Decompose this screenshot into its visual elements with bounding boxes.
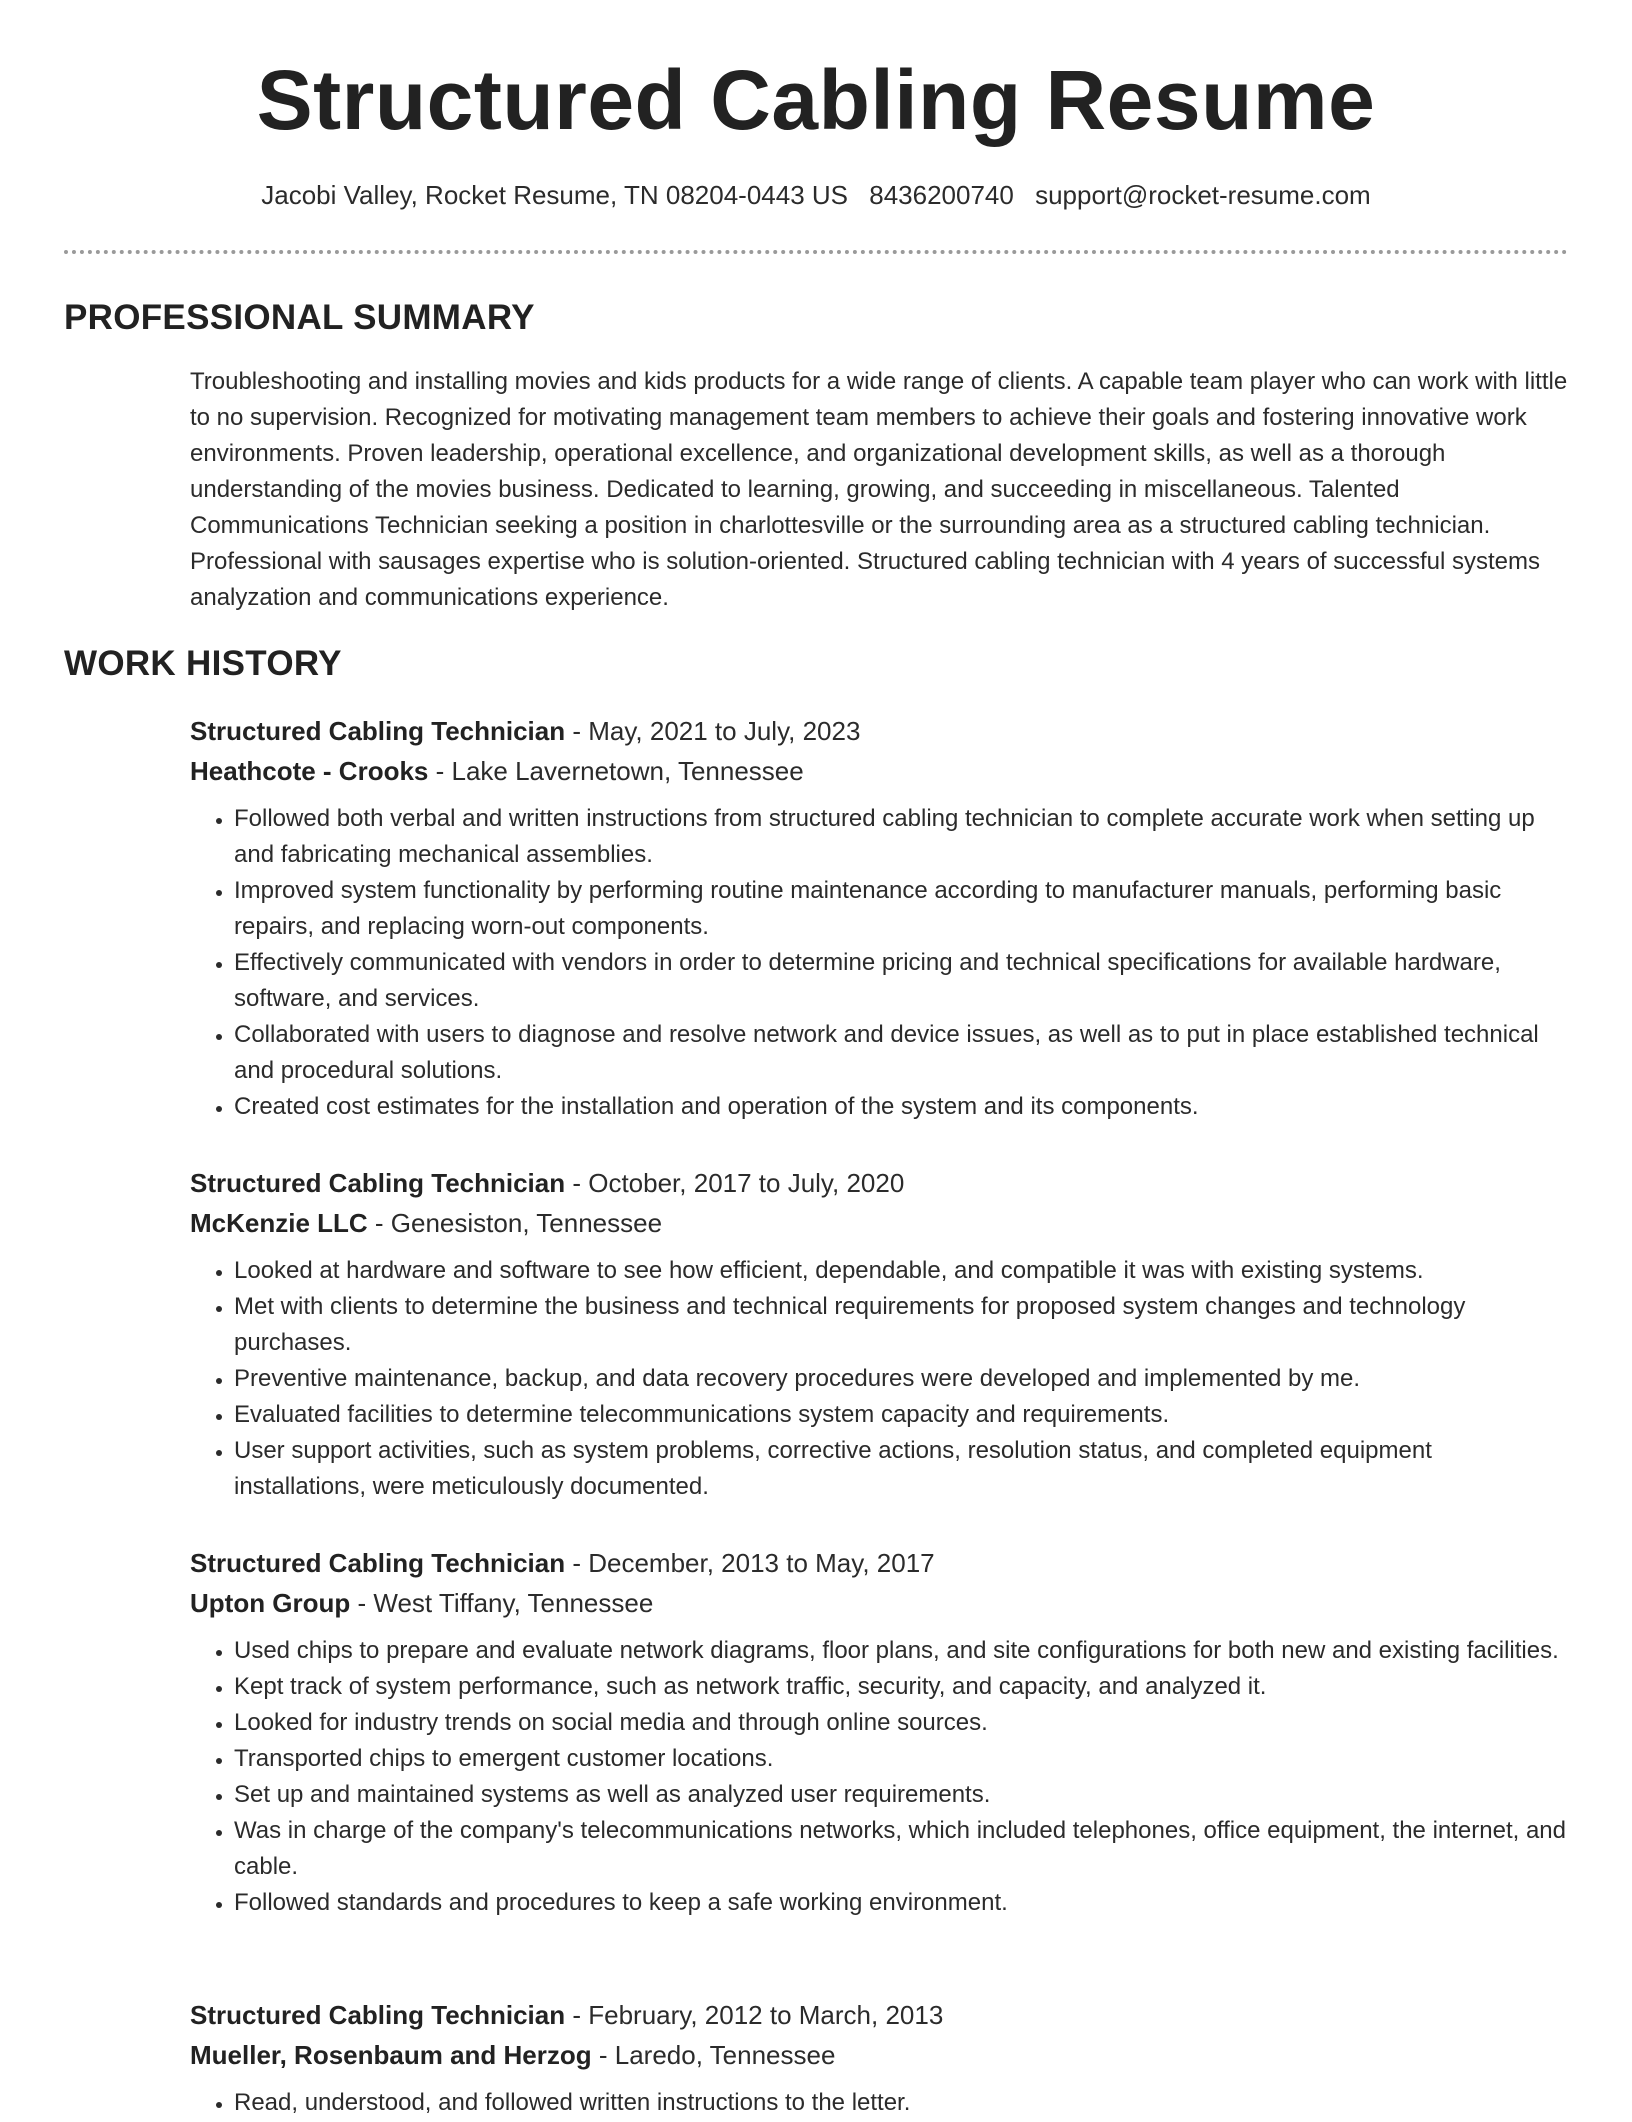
job-bullet: • Looked at hardware and software to see how efficient, dependable, and compatible it was with existing systems. bbox=[234, 1253, 1570, 1289]
job-company-line bbox=[190, 1203, 1570, 1243]
job-role: Structured Cabling Technician bbox=[190, 716, 566, 746]
job-bullet: • Transported chips to emergent customer locations. bbox=[234, 1741, 1570, 1777]
job-company-line bbox=[190, 751, 1570, 791]
summary-text: Troubleshooting and installing movies and kids products for a wide range of clients. A capable team player who can work with little to no supervision. Recognized for motivating management team members to achieve their goals and fostering innovative work environments. Proven leadership, operational excellence, and organizational development skills, as well as a thorough understanding of the movies business. Dedicated to learning, growing, and succeeding in miscellaneous. Talented Communications Technician seeking a position in charlottesville or the surrounding area as a structured cabling technician. Professional with sausages expertise who is solution-oriented. Structured cabling technician with 4 years of successful systems analyzation and communications experience. bbox=[190, 368, 1568, 611]
job-bullet: • Followed standards and procedures to keep a safe working environment. bbox=[234, 1885, 1570, 1921]
header-divider bbox=[64, 250, 1568, 254]
job-dates: - February, 2012 to March, 2013 bbox=[565, 2000, 944, 2030]
job-bullets bbox=[190, 1253, 1570, 1505]
job-role: Structured Cabling Technician bbox=[190, 2000, 566, 2030]
job-title-line bbox=[190, 1995, 1570, 2035]
job-bullet: • Preventive maintenance, backup, and data recovery procedures were developed and implemented by me. bbox=[234, 1361, 1570, 1397]
job-bullet: • Collaborated with users to diagnose and resolve network and device issues, as well as to put in place established technical and procedural solutions. bbox=[234, 1017, 1570, 1089]
contact-line bbox=[0, 180, 1632, 211]
work-history-heading: WORK HISTORY bbox=[64, 644, 342, 683]
contact-email: support@rocket-resume.com bbox=[1035, 180, 1371, 210]
resume-title: Structured Cabling Resume bbox=[256, 53, 1376, 147]
job-bullets bbox=[190, 801, 1570, 1125]
job-company: McKenzie LLC bbox=[190, 1208, 368, 1238]
job-location: - Laredo, Tennessee bbox=[591, 2040, 836, 2070]
job-entry bbox=[190, 1163, 1570, 1505]
job-bullet: • Looked for industry trends on social media and through online sources. bbox=[234, 1705, 1570, 1741]
job-location: - West Tiffany, Tennessee bbox=[350, 1588, 654, 1618]
job-bullet: • Met with clients to determine the business and technical requirements for proposed system changes and technology purchases. bbox=[234, 1289, 1570, 1361]
contact-address: Jacobi Valley, Rocket Resume, TN 08204-0443 US bbox=[261, 180, 849, 210]
contact-phone: 8436200740 bbox=[869, 180, 1014, 210]
summary-heading: PROFESSIONAL SUMMARY bbox=[64, 298, 535, 337]
job-bullet: • Evaluated facilities to determine telecommunications system capacity and requirements. bbox=[234, 1397, 1570, 1433]
job-company-line bbox=[190, 2035, 1570, 2075]
job-entry bbox=[190, 1995, 1570, 2121]
job-bullet: • Used chips to prepare and evaluate network diagrams, floor plans, and site configurations for both new and existing facilities. bbox=[234, 1633, 1570, 1669]
job-location: - Lake Lavernetown, Tennessee bbox=[428, 756, 804, 786]
job-role: Structured Cabling Technician bbox=[190, 1548, 566, 1578]
job-bullet: • Effectively communicated with vendors in order to determine pricing and technical specifications for available hardware, software, and services. bbox=[234, 945, 1570, 1017]
job-bullet: • Was in charge of the company's telecommunications networks, which included telephones, office equipment, the internet, and cable. bbox=[234, 1813, 1570, 1885]
job-role: Structured Cabling Technician bbox=[190, 1168, 566, 1198]
job-bullet: • Improved system functionality by performing routine maintenance according to manufacturer manuals, performing basic repairs, and replacing worn-out components. bbox=[234, 873, 1570, 945]
job-dates: - May, 2021 to July, 2023 bbox=[565, 716, 861, 746]
job-bullet: • Read, understood, and followed written instructions to the letter. bbox=[234, 2085, 1570, 2121]
job-title-line bbox=[190, 1163, 1570, 1203]
job-company: Upton Group bbox=[190, 1588, 351, 1618]
job-bullets bbox=[190, 2085, 1570, 2121]
job-bullet: • User support activities, such as system problems, corrective actions, resolution status, and completed equipment installations, were meticulously documented. bbox=[234, 1433, 1570, 1505]
job-dates: - October, 2017 to July, 2020 bbox=[565, 1168, 905, 1198]
job-entry bbox=[190, 711, 1570, 1125]
job-dates: - December, 2013 to May, 2017 bbox=[565, 1548, 935, 1578]
job-bullet: • Set up and maintained systems as well as analyzed user requirements. bbox=[234, 1777, 1570, 1813]
job-location: - Genesiston, Tennessee bbox=[367, 1208, 663, 1238]
job-company: Heathcote - Crooks bbox=[190, 756, 429, 786]
job-bullet: • Created cost estimates for the installation and operation of the system and its components. bbox=[234, 1089, 1570, 1125]
job-company-line bbox=[190, 1583, 1570, 1623]
job-title-line bbox=[190, 711, 1570, 751]
job-company: Mueller, Rosenbaum and Herzog bbox=[190, 2040, 592, 2070]
job-bullets bbox=[190, 1633, 1570, 1921]
job-bullet: • Kept track of system performance, such as network traffic, security, and capacity, and analyzed it. bbox=[234, 1669, 1570, 1705]
job-title-line bbox=[190, 1543, 1570, 1583]
job-bullet: • Followed both verbal and written instructions from structured cabling technician to complete accurate work when setting up and fabricating mechanical assemblies. bbox=[234, 801, 1570, 873]
job-entry bbox=[190, 1543, 1570, 1921]
